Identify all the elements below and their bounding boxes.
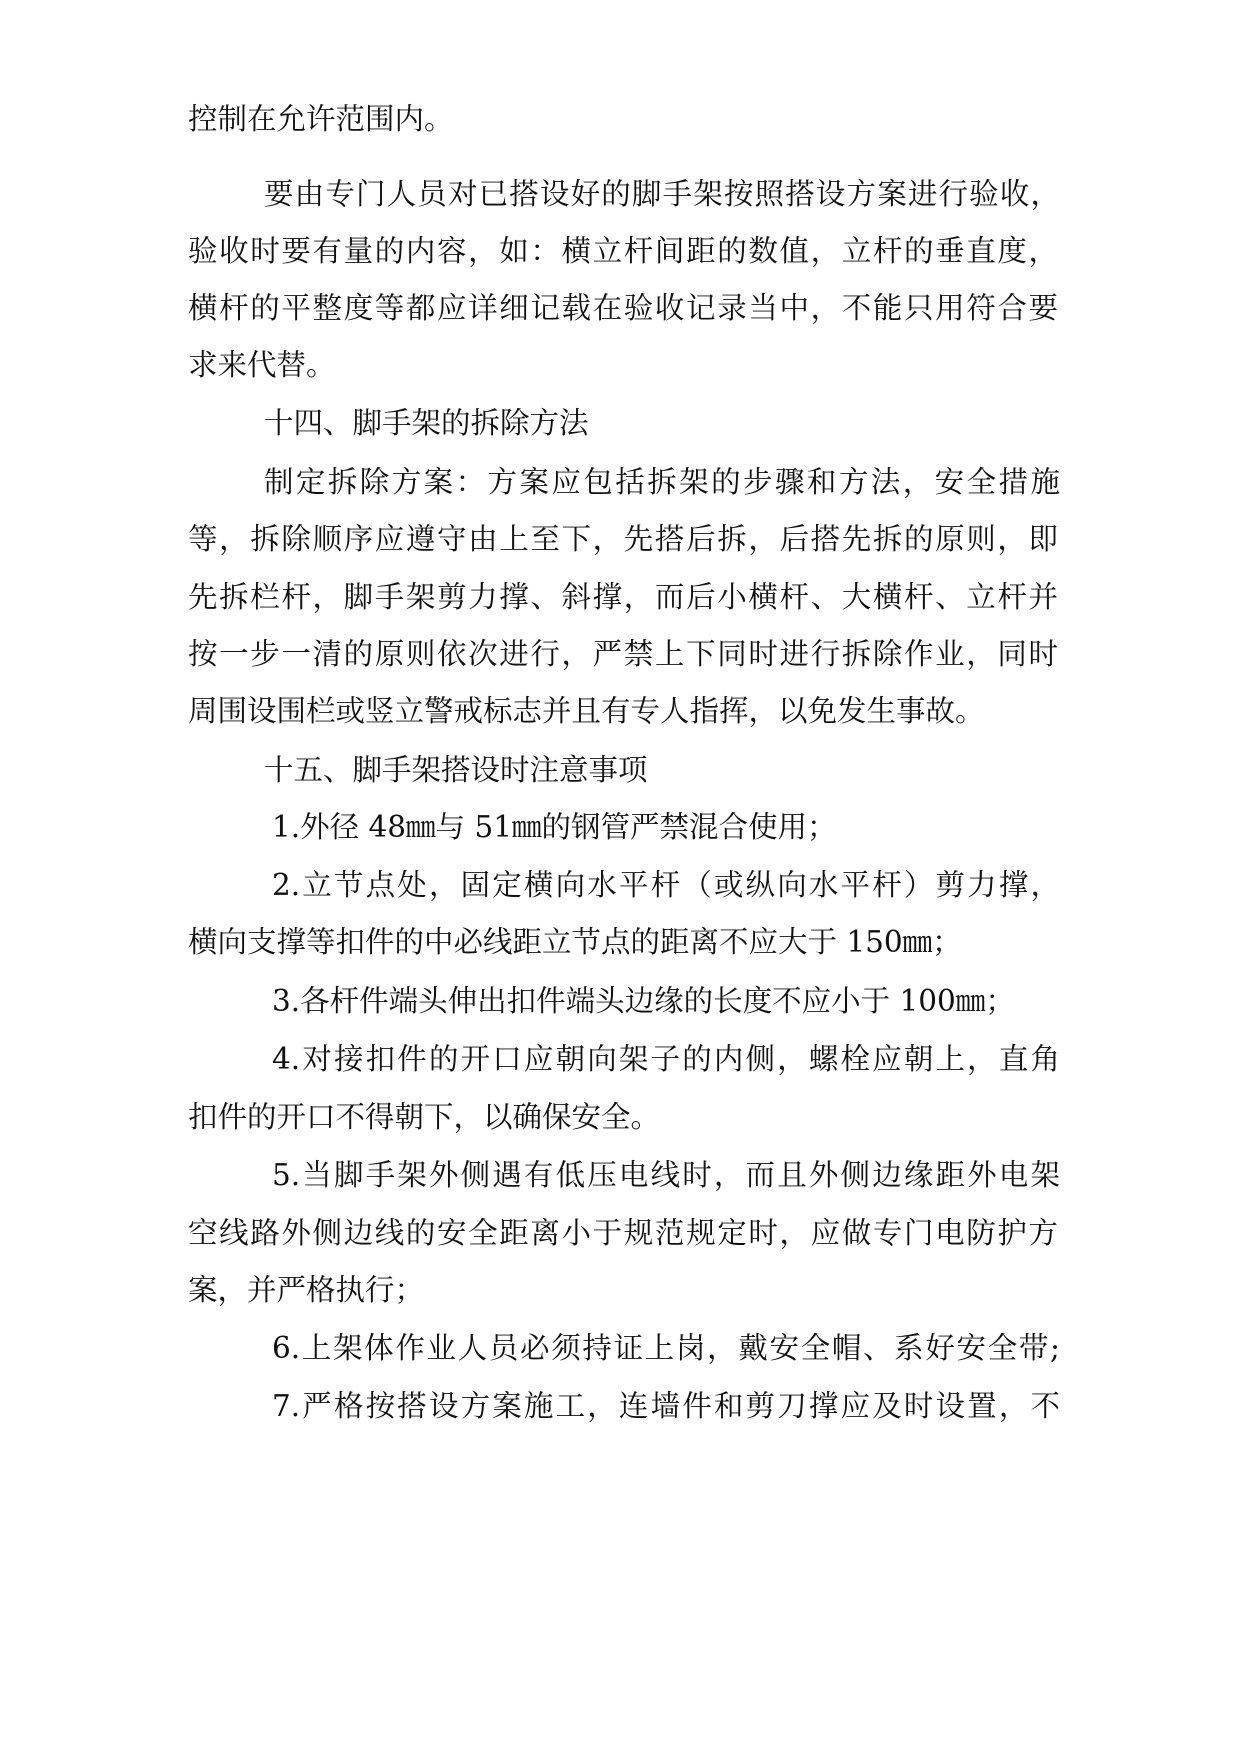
list-item: 7.严格按搭设方案施工，连墙件和剪刀撑应及时设置，不 [272, 1389, 1060, 1423]
text-line: 周围设围栏或竖立警戒标志并且有专人指挥，以免发生事故。 [188, 694, 985, 728]
text-line: 横向支撑等扣件的中必线距立节点的距离不应大于 150㎜； [188, 925, 962, 959]
list-item: 5.当脚手架外侧遇有低压电线时，而且外侧边缘距外电架 [272, 1158, 1060, 1192]
list-item: 4.对接扣件的开口应朝向架子的内侧，螺栓应朝上，直角 [272, 1042, 1060, 1076]
text-line: 要由专门人员对已搭设好的脚手架按照搭设方案进行验收， [264, 177, 1060, 211]
list-item: 2.立节点处，固定横向水平杆（或纵向水平杆）剪力撑， [272, 868, 1060, 902]
list-item: 3.各杆件端头伸出扣件端头边缘的长度不应小于 100㎜； [272, 984, 1015, 1018]
text-line: 验收时要有量的内容，如：横立杆间距的数值，立杆的垂直度， [188, 234, 1058, 268]
section-heading: 十五、脚手架搭设时注意事项 [264, 753, 648, 787]
list-item: 6.上架体作业人员必须持证上岗，戴安全帽、系好安全带; [272, 1331, 1060, 1365]
text-line: 求来代替。 [188, 348, 336, 382]
text-line: 制定拆除方案：方案应包括拆架的步骤和方法，安全措施 [264, 465, 1060, 499]
text-line: 先拆栏杆，脚手架剪力撑、斜撑，而后小横杆、大横杆、立杆并 [188, 580, 1058, 614]
text-line: 控制在允许范围内。 [188, 102, 454, 136]
text-line: 扣件的开口不得朝下，以确保安全。 [188, 1100, 661, 1134]
text-line: 横杆的平整度等都应详细记载在验收记录当中，不能只用符合要 [188, 291, 1058, 325]
text-line: 空线路外侧边线的安全距离小于规范规定时，应做专门电防护方 [188, 1216, 1058, 1250]
text-line: 案，并严格执行； [188, 1273, 425, 1307]
list-item: 1.外径 48㎜与 51㎜的钢管严禁混合使用； [272, 810, 837, 844]
section-heading: 十四、脚手架的拆除方法 [264, 406, 589, 440]
text-line: 按一步一清的原则依次进行，严禁上下同时进行拆除作业，同时 [188, 637, 1058, 671]
text-line: 等，拆除顺序应遵守由上至下，先搭后拆，后搭先拆的原则，即 [188, 522, 1058, 556]
